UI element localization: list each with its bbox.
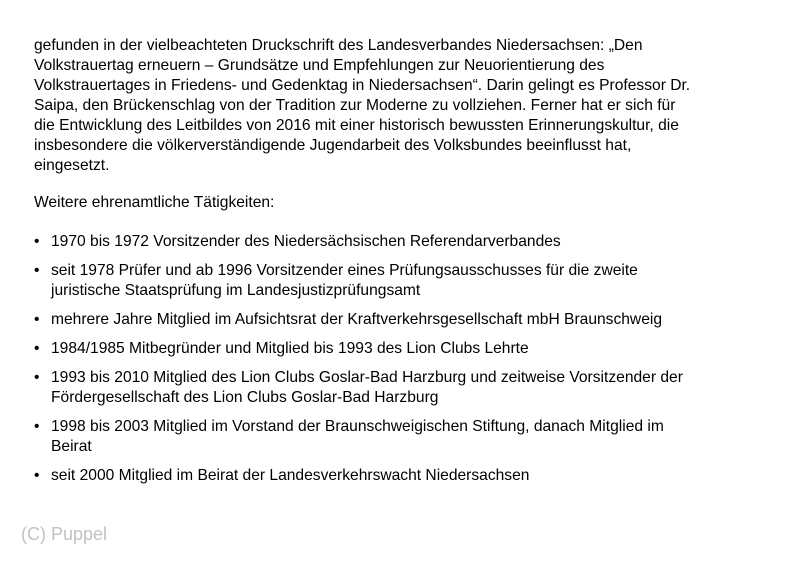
list-item-text: 1970 bis 1972 Vorsitzender des Niedersächsischen Referendarverbandes bbox=[51, 233, 561, 250]
activities-heading: Weitere ehrenamtliche Tätigkeiten: bbox=[34, 194, 275, 211]
list-item-text: Beirat bbox=[51, 438, 92, 455]
intro-line: Saipa, den Brückenschlag von der Tradition zur Moderne zu vollziehen. Ferner hat er sich für bbox=[34, 97, 676, 114]
bullet-icon: • bbox=[34, 369, 40, 386]
list-item-text: seit 1978 Prüfer und ab 1996 Vorsitzender eines Prüfungsausschusses für die zweite bbox=[51, 262, 638, 279]
bullet-icon: • bbox=[34, 340, 40, 357]
list-item-text: 1998 bis 2003 Mitglied im Vorstand der Braunschweigischen Stiftung, danach Mitglied im bbox=[51, 418, 664, 435]
activities-list bbox=[34, 232, 774, 486]
list-item bbox=[34, 310, 774, 330]
intro-line: Volkstrauertages in Friedens- und Gedenktag in Niedersachsen“. Darin gelingt es Professor Dr. bbox=[34, 77, 691, 94]
intro-line: die Entwicklung des Leitbildes von 2016 mit einer historisch bewussten Erinnerungskultur, die bbox=[34, 117, 679, 134]
bullet-icon: • bbox=[34, 418, 40, 435]
copyright-watermark: (C) Puppel bbox=[21, 524, 108, 544]
bullet-icon: • bbox=[34, 262, 40, 279]
intro-line: insbesondere die völkerverständigende Jugendarbeit des Volksbundes beeinflusst hat, bbox=[34, 137, 632, 154]
list-item-text: mehrere Jahre Mitglied im Aufsichtsrat der Kraftverkehrsgesellschaft mbH Braunschweig bbox=[51, 311, 663, 328]
list-item bbox=[34, 339, 774, 359]
intro-line: eingesetzt. bbox=[34, 157, 110, 174]
list-item bbox=[34, 232, 774, 252]
list-item bbox=[34, 261, 774, 301]
list-item-text: 1984/1985 Mitbegründer und Mitglied bis 1993 des Lion Clubs Lehrte bbox=[51, 340, 529, 357]
bullet-icon: • bbox=[34, 311, 40, 328]
intro-paragraph bbox=[34, 36, 774, 176]
list-item bbox=[34, 466, 774, 486]
list-item-text: 1993 bis 2010 Mitglied des Lion Clubs Goslar-Bad Harzburg und zeitweise Vorsitzender der bbox=[51, 369, 683, 386]
list-item bbox=[34, 417, 774, 457]
bullet-icon: • bbox=[34, 467, 40, 484]
intro-line: gefunden in der vielbeachteten Druckschrift des Landesverbandes Niedersachsen: „Den bbox=[34, 37, 643, 54]
list-item-text: Fördergesellschaft des Lion Clubs Goslar-Bad Harzburg bbox=[51, 389, 439, 406]
list-item bbox=[34, 368, 774, 408]
list-item-text: seit 2000 Mitglied im Beirat der Landesverkehrswacht Niedersachsen bbox=[51, 467, 530, 484]
document-page bbox=[34, 36, 774, 495]
list-item-text: juristische Staatsprüfung im Landesjustizprüfungsamt bbox=[51, 282, 421, 299]
intro-line: Volkstrauertag erneuern – Grundsätze und Empfehlungen zur Neuorientierung des bbox=[34, 57, 605, 74]
bullet-icon: • bbox=[34, 233, 40, 250]
